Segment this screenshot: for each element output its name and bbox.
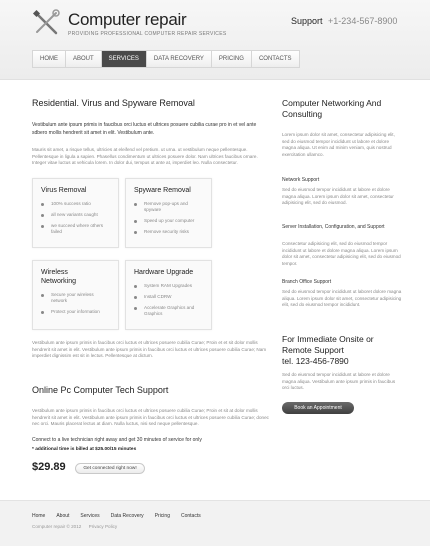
list-item: Speed up your computer bbox=[134, 218, 203, 224]
connect-text: Connect to a live technician right away and get 30 minutes of service for only bbox=[32, 437, 202, 443]
copyright bbox=[32, 524, 117, 529]
main-nav bbox=[32, 50, 300, 68]
footer-link-data-recovery[interactable]: Data Recovery bbox=[110, 513, 144, 519]
site-footer bbox=[0, 500, 430, 546]
body-paragraph: Vestibulum ante ipsum primis in faucibus orci luctus et ultrices posuere cubilia Curae; Proin et et sit dolor mollis hendrerit sit amet in elit. Vestibulum ante ipsum primis in faucibus orci luctus et ultrices posuere cubilia Curae; Nam imperdiet dignissim est sit in lectus. Pellentesque at dictum. bbox=[32, 340, 267, 358]
list-item: Install CDRW bbox=[134, 294, 203, 300]
sidebar-title: Computer Networking And Consulting bbox=[282, 98, 382, 119]
footer-link-contacts[interactable]: Contacts bbox=[180, 513, 201, 519]
footer-link-home[interactable]: Home bbox=[32, 513, 46, 519]
list-item: all new variants caught bbox=[41, 212, 110, 218]
nav-contacts[interactable]: CONTACTS bbox=[258, 56, 292, 62]
footer-link-about[interactable]: About bbox=[56, 513, 70, 519]
list-item: we succeed where others failed bbox=[41, 223, 110, 235]
list-item: Protect your information bbox=[41, 309, 110, 315]
nav-services[interactable]: SERVICES bbox=[102, 51, 147, 67]
sidebar-item-heading: Branch Office Support bbox=[282, 279, 332, 285]
footer-link-services[interactable]: Services bbox=[80, 513, 100, 519]
service-box-spyware bbox=[125, 178, 212, 248]
onsite-support-title: For Immediate Onsite or Remote Support bbox=[282, 334, 374, 355]
sidebar-item-heading: Server Installation, Configuration, and Support bbox=[282, 224, 385, 230]
nav-home[interactable]: HOME bbox=[33, 51, 66, 67]
body-paragraph: Vestibulum ante ipsum primis in faucibus orci luctus et ultrices posuere cubilia Curae; Proin et sit at dolor mollis hendrerit sit amet in elit. Vestibulum ante ipsum primis in faucibus orci luctus et ultrices posuere cubilia Curae; donec nec orci. Mauris placerat lectus at diam. Nulla luctus, nisi sed neque pellentesque. bbox=[32, 408, 269, 426]
billing-note: * additional time is billed at $25.00/15 minutes bbox=[32, 447, 137, 452]
service-box-hardware bbox=[125, 260, 212, 330]
copyright-text: Computer repair © 2012 bbox=[32, 524, 82, 529]
page-title: Residential. Virus and Spyware Removal bbox=[32, 98, 195, 108]
service-box-title: Wireless Networking bbox=[41, 269, 77, 285]
sidebar-item-text: Consectetur adipisicing elit, sed do eiusmod tempor incididunt ut labore et dolore magna aliqua. Lorem ipsum dolor sit amet, consectetur adipisicing elit, sed do eiusmod tempor. bbox=[282, 241, 401, 266]
service-box-title: Spyware Removal bbox=[134, 187, 191, 194]
sidebar-phone: tel. 123-456-7890 bbox=[282, 356, 349, 366]
sidebar-item-text: Sed do eiusmod tempor incididunt ut laboret dolore magna aliqua. Lorem ipsum dolor sit amet, consectetur adipisicing elit, sed do eiusmod tempor incididunt. bbox=[282, 289, 402, 307]
support-label: Support bbox=[291, 16, 323, 26]
footer-link-pricing[interactable]: Pricing bbox=[154, 513, 170, 519]
service-box-title: Virus Removal bbox=[41, 187, 87, 194]
list-item: Accelerate Graphics and Graphics bbox=[134, 305, 203, 317]
list-item: Secure your wireless network bbox=[41, 292, 110, 304]
list-item: 100% success ratio bbox=[41, 201, 110, 207]
intro-paragraph: Mauris sit amet, a risque tellus, ultricies at eleifend vel pretium. ut urna. ut vestibulum neque pellentesque. Pellentesque in ligula a sapien. Phasellus condimentum ut ultrices posuere dolor. Nam ultrices faucibus ornare. Integer vitae luctus at vehicula lorem. In dolor dui, tempus ut ante at, imperdiet leo. Nulla consectetur. bbox=[32, 147, 258, 165]
section-title: Online Pc Computer Tech Support bbox=[32, 385, 169, 395]
service-box-title: Hardware Upgrade bbox=[134, 269, 194, 276]
service-box-virus bbox=[32, 178, 119, 248]
lead-text: Vestibulum ante ipsum primis in faucibus orci luctus et ultrices posuere cubilia curae pro in et vel ante sdbero mollis hendrerit sit amet in elit. Vestibulum ante. bbox=[32, 122, 257, 136]
support-contact bbox=[291, 16, 397, 26]
logo-subtitle: PROVIDING PROFESSIONAL COMPUTER REPAIR SERVICES bbox=[68, 31, 227, 37]
get-connected-button[interactable]: Get connected right now! bbox=[75, 463, 145, 474]
list-item: Remove security risks bbox=[134, 229, 203, 235]
list-item: Remove pop-ups and spyware bbox=[134, 201, 203, 213]
sidebar-intro: Lorem ipsum dolor sit amet, consectetur adipisicing elit, sed do eiusmod tempor incididunt ut labore et dolore magna aliqua. Ut enim ad minim veniam, quis nostrud exercitation ullamco. bbox=[282, 132, 395, 157]
footer-nav bbox=[32, 513, 201, 519]
sidebar-item-heading: Network Support bbox=[282, 177, 320, 183]
site-header bbox=[0, 0, 430, 80]
privacy-policy-link[interactable]: Privacy Policy bbox=[88, 524, 118, 529]
nav-data-recovery[interactable]: DATA RECOVERY bbox=[147, 51, 212, 67]
onsite-support-text: Sed do eiusmod tempor incididunt ut labore et dolore magna aliqua. Vestibulum ante ipsum primis in faucibus orci luctus. bbox=[282, 372, 396, 390]
service-box-wireless bbox=[32, 260, 119, 330]
support-phone: +1-234-567-8900 bbox=[328, 16, 398, 26]
sidebar-item-text: Sed do eiusmod tempor incididunt ut labore et dolore magna aliqua. Lorem ipsum dolor sit amet, consectetur adipisicing elit, sed do eiusmod. bbox=[282, 187, 394, 205]
screwdriver-wrench-icon[interactable] bbox=[31, 8, 61, 38]
nav-pricing[interactable]: PRICING bbox=[212, 51, 252, 67]
book-appointment-button[interactable]: Book an Appointment bbox=[282, 402, 354, 414]
price-value: $29.89 bbox=[32, 461, 66, 473]
list-item: System RAM Upgrades bbox=[134, 283, 203, 289]
logo-title[interactable]: Computer repair bbox=[68, 10, 187, 29]
nav-about[interactable]: ABOUT bbox=[66, 51, 102, 67]
